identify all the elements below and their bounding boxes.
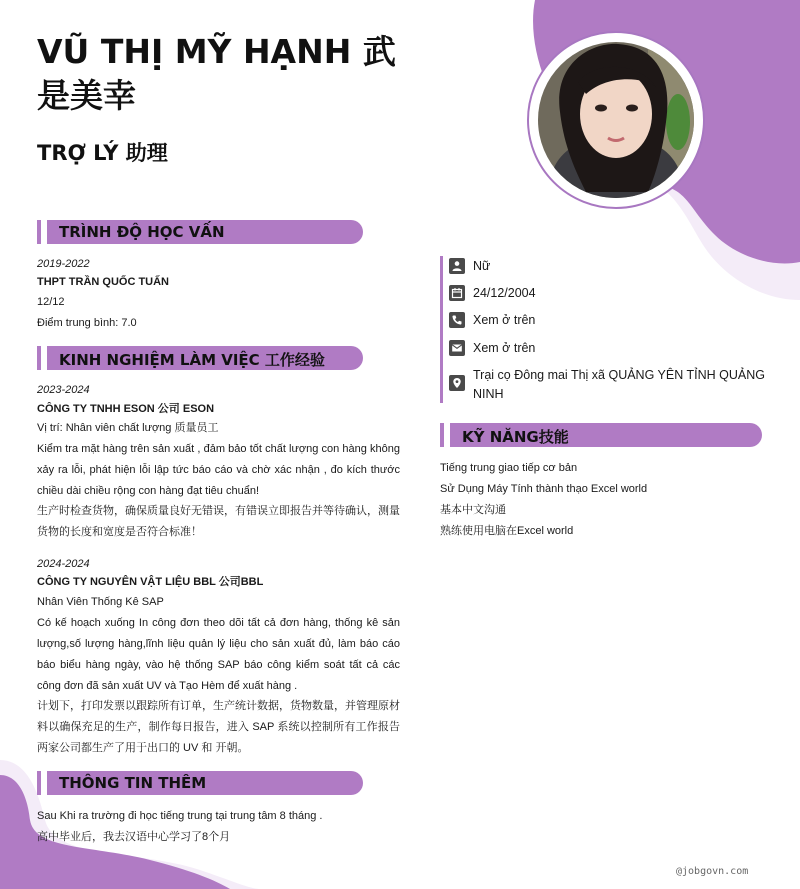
skill-item: Sử Dụng Máy Tính thành thạo Excel world [440,483,648,495]
education-title: TRÌNH ĐỘ HỌC VẤN [59,223,225,241]
education-header [37,220,363,244]
contact-email: Xem ở trên [449,339,535,358]
experience-title: KINH NGHIỆM LÀM VIỆC 工作经验 [59,351,325,369]
contact-birthdate: 24/12/2004 [449,284,536,303]
job-1-desc-vi: Kiểm tra mặt hàng trên sản xuất , đảm bảo tốt chất lượng con hàng không xảy ra lỗi, phát hiện lỗi lập tức báo cáo và chờ xác nhận , đo kích thước chiều dài chiều rộng con hàng đạt tiêu chuẩn! [37,443,400,497]
extra-info-line: Sau Khi ra trường đi học tiếng trung tại trung tâm 8 tháng . [37,810,323,822]
job-2-desc-vi: Có kế hoạch xuống In công đơn theo dõi tất cả đơn hàng, thống kê sản lượng,số lượng hàng,lĩnh liệu quản lý liệu cho sản xuất đủ, làm báo cáo báo biểu hàng ngày, vào hệ thống SAP báo công kiểm soát tất cả các công đơn đã sản xuất UV và Tạo Hèm để xuất hàng . [37,617,400,692]
candidate-name: VŨ THỊ MỸ HẠNH 武是美幸 [37,32,396,115]
job-2-company: CÔNG TY NGUYÊN VẬT LIỆU BBL 公司BBL [37,576,264,588]
education-grade: 12/12 [37,296,65,308]
job-1-date: 2023-2024 [37,384,90,396]
profile-photo [538,42,694,198]
extra-info-line: 高中毕业后，我去汉语中心学习了8个月 [37,831,231,843]
skills-header [440,423,762,447]
skill-item: Tiếng trung giao tiếp cơ bản [440,462,578,474]
skills-title: KỸ NĂNG技能 [462,428,569,446]
job-title: TRỢ LÝ 助理 [37,141,168,165]
education-score: Điểm trung bình: 7.0 [37,317,137,329]
contact-gender: Nữ [449,257,490,276]
job-2-position: Nhân Viên Thống Kê SAP [37,596,164,608]
job-2-date: 2024-2024 [37,558,90,570]
job-2-desc-zh: 计划下，打印发票以跟踪所有订单，生产统计数据，货物数量，并管理原材料以确保充足的生产，制作每日报告，进入 SAP 系统以控制所有工作报告 两家公司都生产了用于出口的 UV 和 开朝。 [37,700,400,754]
location-icon [449,375,465,391]
profile-photo-frame [527,31,705,209]
skill-item: 熟练使用电脑在Excel world [440,525,574,537]
education-date: 2019-2022 [37,258,90,270]
person-icon [449,258,465,274]
email-icon [449,340,465,356]
job-1-desc-zh: 生产时检查货物，确保质量良好无错误，有错误立即报告并等待确认，测量货物的长度和宽度是否符合标准！ [37,505,400,538]
contact-accent-bar [440,256,443,403]
skill-item: 基本中文沟通 [440,504,506,516]
extra-info-title: THÔNG TIN THÊM [59,774,207,792]
contact-phone: Xem ở trên [449,311,535,330]
phone-icon [449,312,465,328]
site-watermark: @jobgovn.com [676,866,749,877]
job-1-position: Vị trí: Nhân viên chất lượng 质量员工 [37,422,219,434]
contact-address: Trại cọ Đông mai Thị xã QUẢNG YÊN TỈNH QUẢNG NINH [449,366,769,404]
experience-header [37,346,363,370]
extra-info-header [37,771,363,795]
calendar-icon [449,285,465,301]
job-1-company: CÔNG TY TNHH ESON 公司 ESON [37,403,215,415]
education-school: THPT TRẦN QUỐC TUẤN [37,276,169,288]
